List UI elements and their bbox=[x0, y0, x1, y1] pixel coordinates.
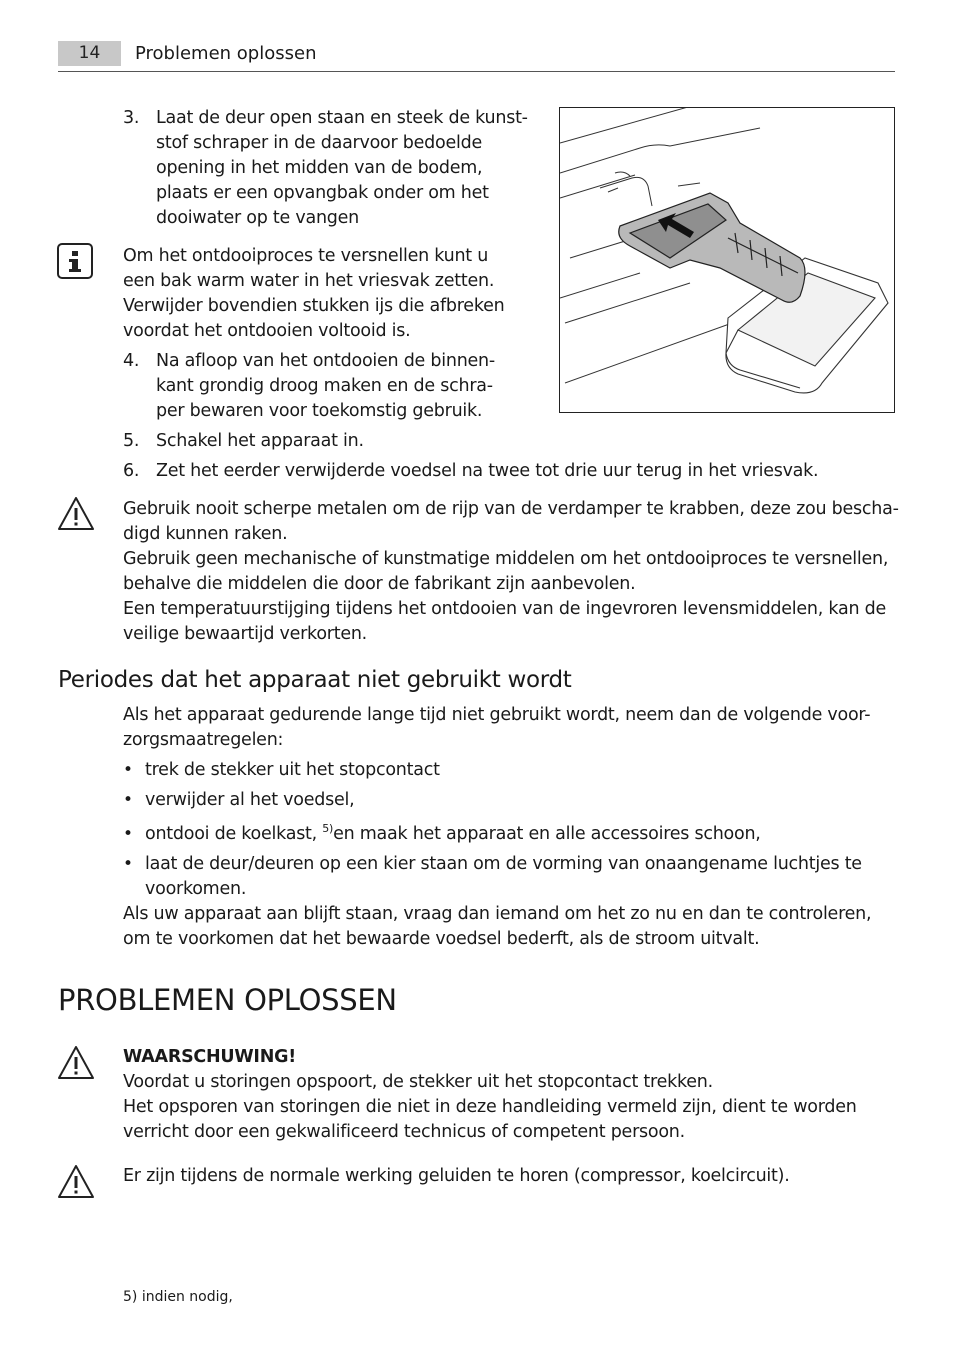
info-note bbox=[123, 244, 504, 344]
step-number: 3. bbox=[123, 108, 140, 128]
defrost-scraper-illustration bbox=[559, 107, 895, 413]
page-number: 14 bbox=[58, 41, 121, 66]
note-line: voordat het ontdooien voltooid is. bbox=[123, 321, 411, 341]
footnote-reference: 5) bbox=[322, 822, 334, 835]
step-line: kant grondig droog maken en de schra- bbox=[156, 376, 493, 396]
warning-triangle-icon bbox=[57, 496, 93, 532]
warning-line: Het opsporen van storingen die niet in deze handleiding vermeld zijn, dient te worden bbox=[123, 1097, 857, 1117]
caution-line: digd kunnen raken. bbox=[123, 524, 288, 544]
step-number: 6. bbox=[123, 461, 140, 481]
warning-block bbox=[123, 1045, 857, 1145]
caution-line: Gebruik nooit scherpe metalen om de rijp van de verdamper te krabben, deze zou bescha- bbox=[123, 499, 899, 519]
warning-line: Voordat u storingen opspoort, de stekker uit het stopcontact trekken. bbox=[123, 1072, 713, 1092]
note-line: Verwijder bovendien stukken ijs die afbreken bbox=[123, 296, 505, 316]
bullet-line: laat de deur/deuren op een kier staan om de vorming van onaangename luchtjes te bbox=[145, 854, 862, 874]
bullet-text-part: ontdooi de koelkast, bbox=[145, 824, 323, 844]
intro-line: zorgsmaatregelen: bbox=[123, 730, 284, 750]
step-text: Zet het eerder verwijderde voedsel na twee tot drie uur terug in het vriesvak. bbox=[156, 461, 819, 481]
warning-triangle-icon bbox=[57, 1045, 93, 1081]
outro-line: Als uw apparaat aan blijft staan, vraag dan iemand om het zo nu en dan te controleren, bbox=[123, 904, 872, 924]
caution-line: Gebruik geen mechanische of kunstmatige middelen om het ontdooiproces te versnellen, bbox=[123, 549, 889, 569]
warning-triangle-icon bbox=[57, 1164, 93, 1200]
step-line: stof schraper in de daarvoor bedoelde bbox=[156, 133, 482, 153]
header-divider bbox=[58, 71, 895, 72]
caution-line: behalve die middelen die door de fabrikant zijn aanbevolen. bbox=[123, 574, 636, 594]
outro-line: om te voorkomen dat het bewaarde voedsel bederft, als de stroom uitvalt. bbox=[123, 929, 760, 949]
bullet-dot: • bbox=[123, 824, 133, 844]
warning-line: verricht door een gekwalificeerd technicus of competent persoon. bbox=[123, 1122, 685, 1142]
section-heading-troubleshooting: PROBLEMEN OPLOSSEN bbox=[58, 983, 397, 1017]
step-number: 5. bbox=[123, 431, 140, 451]
note-line: een bak warm water in het vriesvak zetten. bbox=[123, 271, 495, 291]
step-text: Schakel het apparaat in. bbox=[156, 431, 364, 451]
caution-text-noise: Er zijn tijdens de normale werking geluiden te horen (compressor, koelcircuit). bbox=[123, 1166, 790, 1186]
step-number: 4. bbox=[123, 351, 140, 371]
running-header-title: Problemen oplossen bbox=[135, 43, 317, 64]
bullet-text bbox=[145, 822, 761, 847]
info-icon bbox=[57, 243, 93, 279]
section-heading-unused: Periodes dat het apparaat niet gebruikt wordt bbox=[58, 667, 572, 693]
section-outro bbox=[123, 902, 871, 952]
caution-line: Een temperatuurstijging tijdens het ontdooien van de ingevroren levensmiddelen, kan de bbox=[123, 599, 886, 619]
bullet-line: voorkomen. bbox=[145, 879, 247, 899]
note-line: Om het ontdooiproces te versnellen kunt u bbox=[123, 246, 489, 266]
bullet-text bbox=[145, 852, 862, 902]
section-intro bbox=[123, 703, 870, 753]
step-line: Laat de deur open staan en steek de kunst- bbox=[156, 108, 528, 128]
footnote: 5) indien nodig, bbox=[123, 1289, 233, 1305]
bullet-dot: • bbox=[123, 760, 133, 780]
bullet-text: trek de stekker uit het stopcontact bbox=[145, 760, 440, 780]
step-text bbox=[156, 349, 495, 424]
step-line: Na afloop van het ontdooien de binnen- bbox=[156, 351, 495, 371]
intro-line: Als het apparaat gedurende lange tijd niet gebruikt wordt, neem dan de volgende voor- bbox=[123, 705, 871, 725]
bullet-dot: • bbox=[123, 790, 133, 810]
step-line: opening in het midden van de bodem, bbox=[156, 158, 483, 178]
step-line: dooiwater op te vangen bbox=[156, 208, 360, 228]
step-text bbox=[156, 106, 528, 231]
caution-line: veilige bewaartijd verkorten. bbox=[123, 624, 367, 644]
bullet-text-part: en maak het apparaat en alle accessoires schoon, bbox=[333, 824, 761, 844]
bullet-dot: • bbox=[123, 854, 133, 874]
step-line: per bewaren voor toekomstig gebruik. bbox=[156, 401, 483, 421]
step-line: plaats er een opvangbak onder om het bbox=[156, 183, 489, 203]
warning-title: WAARSCHUWING! bbox=[123, 1047, 296, 1067]
bullet-text: verwijder al het voedsel, bbox=[145, 790, 355, 810]
caution-text-defrost bbox=[123, 497, 899, 647]
